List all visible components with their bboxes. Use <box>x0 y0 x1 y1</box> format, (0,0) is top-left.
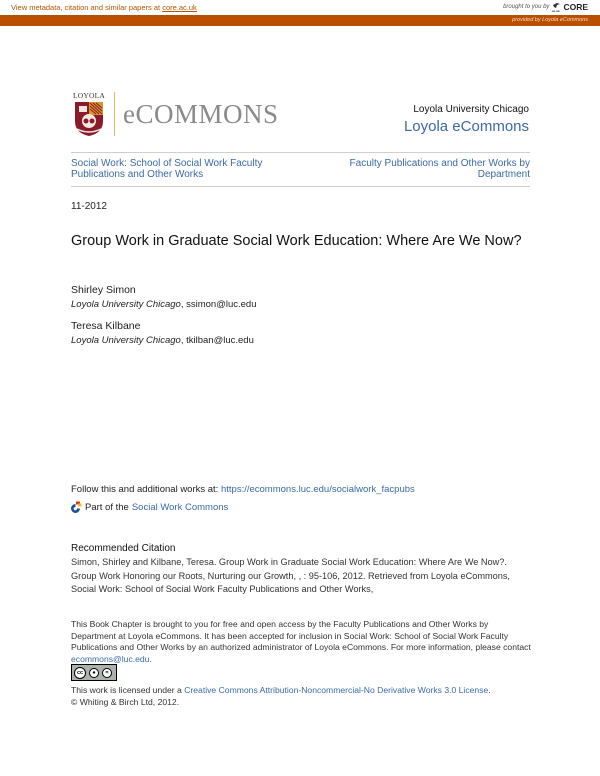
notice-suffix: . <box>149 653 152 664</box>
license-link[interactable]: Creative Commons Attribution-Noncommercial-No Derivative Works 3.0 License <box>184 685 489 695</box>
institution-block <box>404 104 529 135</box>
cc-icon: cc <box>74 667 86 679</box>
institution-name: Loyola University Chicago <box>413 104 529 115</box>
part-of-prefix: Part of the <box>85 502 129 513</box>
collections-bar <box>71 152 530 187</box>
follow-prefix: Follow this and additional works at: <box>71 484 221 495</box>
document-title: Group Work in Graduate Social Work Education: Where Are We Now? <box>71 233 522 249</box>
loyola-shield-icon <box>74 101 104 137</box>
author-entry <box>71 320 254 346</box>
affiliation-name: Loyola University Chicago <box>71 335 181 346</box>
metadata-prefix: View metadata, citation and similar papers at <box>11 3 163 12</box>
core-banner <box>0 0 600 15</box>
brought-to-you-by[interactable] <box>503 2 588 12</box>
ecommons-wordmark: eCOMMONS <box>123 98 279 129</box>
citation-text: Simon, Shirley and Kilbane, Teresa. Group Work in Graduate Social Work Education: Where Are We Now?. Group Work Honoring our Roots, Nurturing our Growth, , : 95-106, 2012. Retrieved from Loyola eCommons, Social Work: School of Social Work Faculty Publications and Other Works, <box>71 557 510 594</box>
provided-by: provided by Loyola eCommons <box>512 17 588 23</box>
follow-line <box>71 484 415 495</box>
access-notice <box>71 619 531 665</box>
cc-by-icon: ● <box>89 668 99 678</box>
repository-link[interactable]: Loyola eCommons <box>403 118 529 135</box>
seal-word: LOYOLA <box>72 91 106 100</box>
social-work-commons-link[interactable]: Social Work Commons <box>131 502 229 513</box>
cc-license-badge[interactable] <box>71 664 117 681</box>
ecommons-logo[interactable] <box>72 91 279 137</box>
brought-to-you-by-text: brought to you by <box>503 4 550 10</box>
publication-date: 11-2012 <box>71 201 107 212</box>
citation-heading: Recommended Citation <box>71 543 176 554</box>
notice-text: This Book Chapter is brought to you for free and open access by the Faculty Publications and Other Works by Department at Loyola eCommons. It has been accepted for inclusion in Social Work: School of Social Work Faculty Publications and Other Works by an authorized administrator of Loyola eCommons. For more information, please contact <box>71 619 531 653</box>
author-affiliation: Loyola University Chicago, tkilban@luc.edu <box>71 335 254 346</box>
author-name: Teresa Kilbane <box>71 320 141 332</box>
license-prefix: This work is licensed under a <box>71 685 185 695</box>
collection-link-left[interactable]: Social Work: School of Social Work Faculty Publications and Other Works <box>71 158 263 180</box>
cc-nd-icon: = <box>102 668 112 678</box>
author-email[interactable]: tkilban@luc.edu <box>186 335 254 346</box>
author-email[interactable]: ssimon@luc.edu <box>186 299 257 310</box>
follow-url-link[interactable]: https://ecommons.luc.edu/socialwork_facpubs <box>220 484 415 495</box>
contact-email-link[interactable]: ecommons@luc.edu <box>71 653 150 664</box>
affiliation-name: Loyola University Chicago <box>71 299 181 310</box>
svg-text:ac.uk: ac.uk <box>552 9 561 12</box>
license-suffix: . <box>488 685 491 695</box>
core-provided-bar <box>0 15 600 26</box>
license-line <box>71 684 491 696</box>
bepress-network-icon <box>69 501 82 514</box>
author-affiliation: Loyola University Chicago, ssimon@luc.edu <box>71 299 257 310</box>
copyright-line: © Whiting & Birch Ltd, 2012. <box>71 697 180 707</box>
license-block <box>71 684 491 708</box>
author-name: Shirley Simon <box>71 284 136 296</box>
core-logo <box>552 2 588 12</box>
author-entry <box>71 284 257 310</box>
part-of-line <box>69 501 228 514</box>
core-link[interactable]: core.ac.uk <box>162 3 197 12</box>
metadata-notice <box>11 3 197 12</box>
collection-link-right[interactable]: Faculty Publications and Other Works by Department <box>349 158 530 180</box>
core-bird-icon <box>552 2 561 12</box>
core-label: CORE <box>563 2 588 12</box>
loyola-seal <box>72 91 106 137</box>
logo-divider <box>114 92 115 136</box>
